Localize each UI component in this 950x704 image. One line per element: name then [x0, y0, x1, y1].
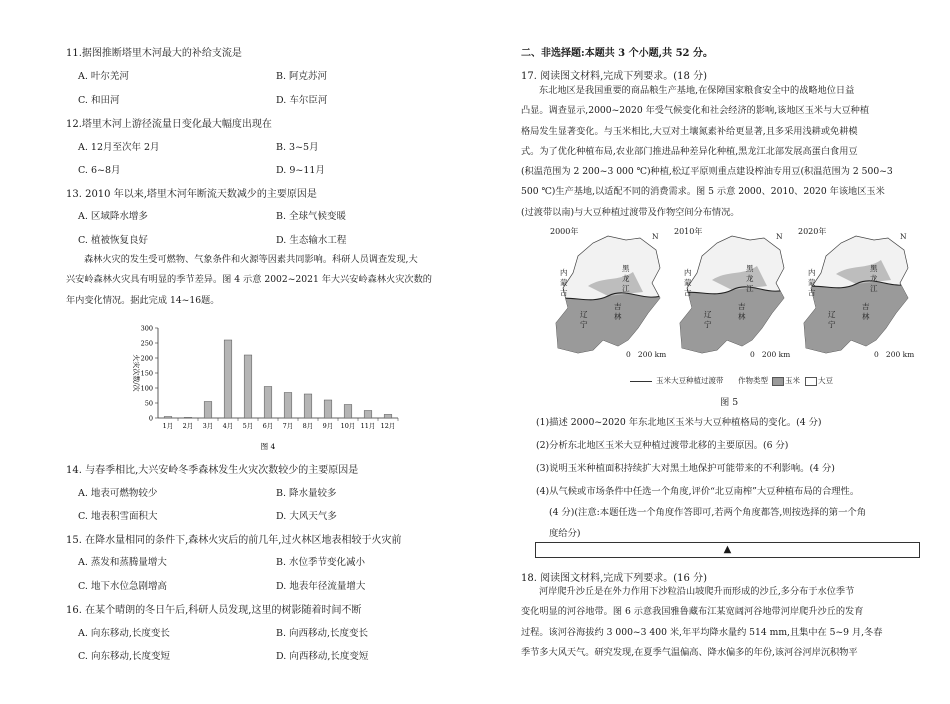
map-year-label: 2020年 — [798, 227, 827, 236]
x-tick-label: 4月 — [222, 422, 234, 430]
q17-passage-line: (积温范围为 2 200~3 000 ℃)种植,松辽平原则重点建设榨油专用豆(积温范围为 2 500~3 — [521, 166, 893, 178]
q18-passage — [521, 582, 921, 663]
y-tick-label: 200 — [140, 354, 153, 363]
q17-passage-line: 东北地区是我国重要的商品粮生产基地,在保障国家粮食安全中的战略地位日益 — [539, 85, 855, 96]
label-neimenggu: 内 蒙 古 — [684, 268, 692, 297]
fig5-maps — [548, 228, 928, 363]
q12-option-c[interactable]: C. 6~8月 — [78, 165, 121, 176]
q15-option-d[interactable]: D. 地表年径流量增大 — [276, 581, 366, 592]
label-jilin: 吉 林 — [862, 302, 870, 321]
bar-12月 — [384, 414, 392, 418]
legend-corn-swatch — [772, 377, 784, 386]
q17-title: 17. 阅读图文材料,完成下列要求。(18 分) — [521, 71, 707, 82]
legend-crop-title: 作物类型 — [738, 376, 768, 385]
q12-option-a[interactable]: A. 12月至次年 2月 — [78, 142, 160, 153]
q11-option-a[interactable]: A. 叶尔羌河 — [78, 71, 129, 82]
legend-soy-label: 大豆 — [818, 376, 833, 385]
y-tick-label: 0 — [148, 414, 153, 423]
bar-11月 — [364, 411, 372, 419]
q17-item-1: (1)描述 2000~2020 年东北地区玉米与大豆种植格局的变化。(4 分) — [536, 417, 822, 428]
x-tick-label: 1月 — [162, 422, 174, 430]
q18-passage-line: 变化明显的河谷地带。图 6 示意我国雅鲁藏布江某宽阔河谷地带河岸爬升沙丘的发育 — [521, 606, 864, 618]
x-tick-label: 9月 — [322, 422, 334, 430]
q14-option-b[interactable]: B. 降水量较多 — [276, 488, 337, 499]
q12-option-d[interactable]: D. 9~11月 — [276, 165, 325, 176]
q11-option-d[interactable]: D. 车尔臣河 — [276, 95, 328, 106]
q17-passage-line: 500 ℃)生产基地,以适配不同的消费需求。图 5 示意 2000、2010、2020 年该地区玉米 — [521, 186, 885, 198]
fig5-caption: 图 5 — [720, 397, 739, 408]
q17-passage-line: 格局发生显著变化。与玉米相比,大豆对土壤氮素补给更显著,且多采用浅耕或免耕模 — [521, 125, 858, 137]
q14-stem: 14. 与春季相比,大兴安岭冬季森林发生火灾次数较少的主要原因是 — [66, 465, 359, 476]
answer-box[interactable] — [535, 542, 920, 558]
label-heilongjiang: 黑 龙 江 — [746, 264, 754, 293]
q17-item-4-note-end: 度给分) — [549, 528, 581, 539]
q16-stem: 16. 在某个晴朗的冬日午后,科研人员发现,这里的树影随着时间不断 — [66, 605, 362, 616]
q13-option-c[interactable]: C. 植被恢复良好 — [78, 235, 148, 246]
passage-14-16 — [66, 250, 466, 311]
q16-option-c[interactable]: C. 向东移动,长度变短 — [78, 651, 170, 662]
map-year-label: 2000年 — [550, 227, 579, 236]
x-tick-label: 3月 — [202, 422, 214, 430]
x-tick-label: 2月 — [182, 422, 194, 430]
passage-line: 森林火灾的发生受可燃物、气象条件和火源等因素共同影响。科研人员调查发现,大 — [84, 254, 418, 265]
x-tick-label: 10月 — [340, 422, 356, 430]
label-jilin: 吉 林 — [738, 302, 746, 321]
x-tick-label: 12月 — [380, 422, 396, 430]
passage-line: 年内变化情况。据此完成 14~16题。 — [66, 294, 220, 306]
q17-passage — [521, 81, 921, 223]
q18-passage-line: 河岸爬升沙丘是在外力作用下沙粒沿山坡爬升而形成的沙丘,多分布于水位季节 — [539, 586, 855, 597]
label-jilin: 吉 林 — [614, 302, 622, 321]
label-liaoning: 辽 宁 — [828, 310, 836, 329]
north-arrow-icon: N — [776, 232, 783, 241]
label-neimenggu: 内 蒙 古 — [560, 268, 568, 297]
q13-option-d[interactable]: D. 生态输水工程 — [276, 235, 347, 246]
passage-line: 兴安岭森林火灾具有明显的季节差异。图 4 示意 2002~2021 年大兴安岭森林火灾次数的 — [66, 274, 432, 286]
bar-4月 — [224, 340, 232, 418]
q17-passage-line: 式。为了优化种植布局,农业部门推进品种差异化种植,黑龙江北部发展高蛋白食用豆 — [521, 145, 858, 157]
q17-item-4-note: (4 分)(注意:本题任选一个角度作答即可,若两个角度都答,则按选择的第一个角 — [549, 507, 866, 518]
q13-option-a[interactable]: A. 区域降水增多 — [78, 211, 148, 222]
legend-soy-swatch — [805, 377, 817, 386]
q16-option-d[interactable]: D. 向西移动,长度变短 — [276, 651, 369, 662]
q11-stem: 11.据图推断塔里木河最大的补给支流是 — [66, 48, 242, 59]
q16-option-a[interactable]: A. 向东移动,长度变长 — [78, 628, 170, 639]
q18-passage-line: 过程。该河谷海拔约 3 000~3 400 米,年平均降水量约 514 mm,且集中在 5~9 月,冬春 — [521, 626, 883, 638]
label-liaoning: 辽 宁 — [704, 310, 712, 329]
y-tick-label: 150 — [140, 369, 153, 378]
bar-7月 — [284, 393, 292, 419]
legend-corn-label: 玉米 — [785, 376, 800, 385]
q15-option-b[interactable]: B. 水位季节变化减小 — [276, 557, 366, 568]
label-heilongjiang: 黑 龙 江 — [622, 264, 630, 293]
q17-passage-line: (过渡带以南)与大豆种植过渡带及作物空间分布情况。 — [521, 206, 740, 218]
q17-item-3: (3)说明玉米种植面积持续扩大对黑土地保护可能带来的不利影响。(4 分) — [536, 463, 835, 474]
legend-line-label: 玉米大豆种植过渡带 — [656, 376, 724, 385]
north-arrow-icon: N — [652, 232, 659, 241]
bar-9月 — [324, 400, 332, 418]
x-tick-label: 6月 — [262, 422, 274, 430]
y-tick-label: 250 — [140, 339, 153, 348]
fig4-caption: 图 4 — [260, 442, 276, 451]
y-tick-label: 50 — [144, 399, 153, 408]
bar-1月 — [164, 417, 172, 419]
q14-option-c[interactable]: C. 地表积雪面积大 — [78, 511, 158, 522]
q11-option-c[interactable]: C. 和田河 — [78, 95, 120, 106]
q11-option-b[interactable]: B. 阿克苏河 — [276, 71, 328, 82]
q15-option-c[interactable]: C. 地下水位急剧增高 — [78, 581, 167, 592]
north-arrow-icon: N — [900, 232, 907, 241]
q16-option-b[interactable]: B. 向西移动,长度变长 — [276, 628, 369, 639]
bar-3月 — [204, 402, 212, 419]
q15-stem: 15. 在降水量相同的条件下,森林火灾后的前几年,过火林区地表相较于火灾前 — [66, 535, 402, 546]
section-heading: 二、非选择题:本题共 3 个小题,共 52 分。 — [521, 48, 713, 59]
bar-6月 — [264, 387, 272, 419]
map-scale-bar: 0 200 km — [874, 350, 915, 359]
q17-item-2: (2)分析东北地区玉米大豆种植过渡带北移的主要原因。(6 分) — [536, 440, 789, 451]
fig4-bar-chart — [120, 318, 410, 458]
q18-passage-line: 季节多大风天气。研究发现,在夏季气温偏高、降水偏多的年份,该河谷河岸沉积物平 — [521, 646, 858, 658]
bar-8月 — [304, 394, 312, 418]
x-tick-label: 7月 — [282, 422, 294, 430]
map-scale-bar: 0 200 km — [750, 350, 791, 359]
y-tick-label: 100 — [140, 384, 153, 393]
label-neimenggu: 内 蒙 古 — [808, 268, 816, 297]
q18-title: 18. 阅读图文材料,完成下列要求。(16 分) — [521, 573, 707, 584]
label-heilongjiang: 黑 龙 江 — [870, 264, 878, 293]
q17-item-4: (4)从气候或市场条件中任选一个角度,评价“北豆南榨”大豆种植布局的合理性。 — [536, 486, 860, 497]
q12-stem: 12.塔里木河上游径流量日变化最大幅度出现在 — [66, 119, 272, 130]
y-axis-label: 火灾次数/次 — [132, 354, 140, 392]
map-year-label: 2010年 — [674, 227, 703, 236]
q13-option-b[interactable]: B. 全球气候变暖 — [276, 211, 347, 222]
q17-passage-line: 凸显。调查显示,2000~2020 年受气候变化和社会经济的影响,该地区玉米与大豆种植 — [521, 105, 870, 117]
y-tick-label: 300 — [140, 324, 153, 333]
bar-10月 — [344, 405, 352, 419]
x-tick-label: 5月 — [242, 422, 254, 430]
label-liaoning: 辽 宁 — [580, 310, 588, 329]
q14-option-a[interactable]: A. 地表可燃物较少 — [78, 488, 158, 499]
q14-option-d[interactable]: D. 大风天气多 — [276, 511, 337, 522]
q13-stem: 13. 2010 年以来,塔里木河年断流天数减少的主要原因是 — [66, 189, 317, 200]
map-scale-bar: 0 200 km — [626, 350, 667, 359]
x-tick-label: 8月 — [302, 422, 314, 430]
legend-line-symbol — [630, 381, 652, 382]
q15-option-a[interactable]: A. 蒸发和蒸腾量增大 — [78, 557, 167, 568]
answer-triangle-icon: ▲ — [723, 544, 732, 555]
bar-5月 — [244, 355, 252, 418]
q12-option-b[interactable]: B. 3~5月 — [276, 142, 319, 153]
x-tick-label: 11月 — [360, 422, 376, 430]
bar-2月 — [184, 417, 192, 418]
